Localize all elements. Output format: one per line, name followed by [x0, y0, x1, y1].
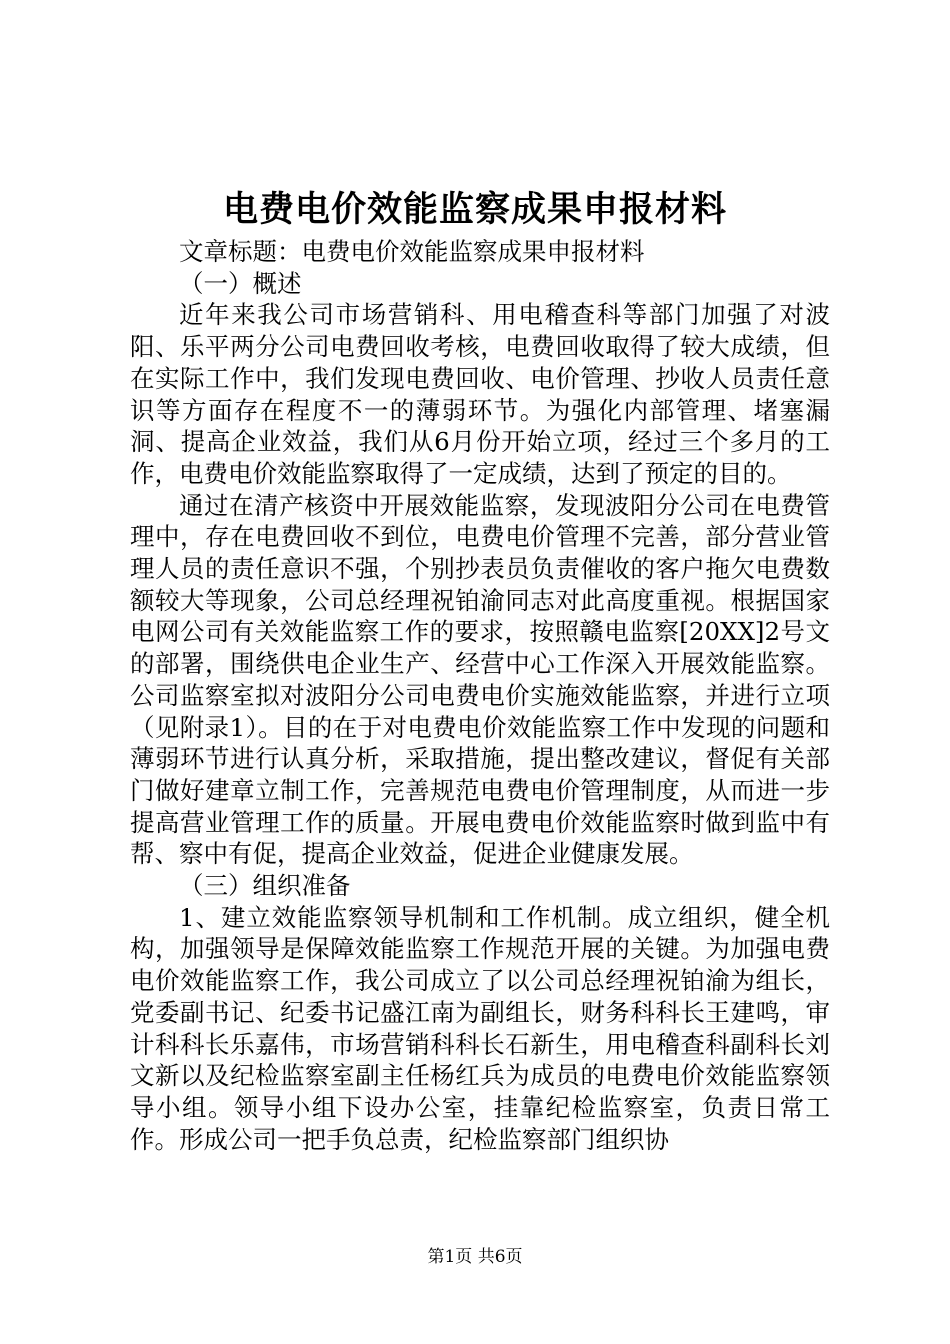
document-title: 电费电价效能监察成果申报材料 — [222, 189, 727, 230]
section-heading-organization: （三）组织准备 — [179, 871, 351, 901]
paragraph: 1、建立效能监察领导机制和工作机制。成立组织，健全机构，加强领导是保障效能监察工作规范开展的关键。为加强电费电价效能监察工作，我公司成立了以公司总经理祝铂渝为组长，党委副书记、纪委书记盛江南为副组长，财务科科长王建鸣，审计科科长乐嘉伟，市场营销科科长石新生，用电稽查科副科长刘文新以及纪检监察室副主任杨红兵为成员的电费电价效能监察领导小组。领导小组下设办公室，挂靠纪检监察室，负责日常工作。形成公司一把手负总责，纪检监察部门组织协 — [130, 902, 830, 1154]
article-title-line: 文章标题：电费电价效能监察成果申报材料 — [179, 237, 645, 266]
document-body — [130, 236, 830, 1155]
section-heading-overview: （一）概述 — [179, 268, 302, 298]
page-number-footer: 第1页 共6页 — [427, 1247, 523, 1267]
paragraph: 近年来我公司市场营销科、用电稽查科等部门加强了对波阳、乐平两分公司电费回收考核，电费回收取得了较大成绩，但在实际工作中，我们发现电费回收、电价管理、抄收人员责任意识等方面存在程度不一的薄弱环节。为强化内部管理、堵塞漏洞、提高企业效益，我们从6月份开始立项，经过三个多月的工作，电费电价效能监察取得了一定成绩，达到了预定的目的。 — [130, 300, 830, 488]
paragraph: 通过在清产核资中开展效能监察，发现波阳分公司在电费管理中，存在电费回收不到位，电费电价管理不完善，部分营业管理人员的责任意识不强，个别抄表员负责催收的客户拖欠电费数额较大等现象，公司总经理祝铂渝同志对此高度重视。根据国家电网公司有关效能监察工作的要求，按照赣电监察[20XX]2号文的部署，围绕供电企业生产、经营中心工作深入开展效能监察。公司监察室拟对波阳分公司电费电价实施效能监察，并进行立项（见附录1）。目的在于对电费电价效能监察工作中发现的问题和薄弱环节进行认真分析，采取措施，提出整改建议，督促有关部门做好建章立制工作，完善规范电费电价管理制度，从而进一步提高营业管理工作的质量。开展电费电价效能监察时做到监中有帮、察中有促，提高企业效益，促进企业健康发展。 — [130, 490, 830, 869]
